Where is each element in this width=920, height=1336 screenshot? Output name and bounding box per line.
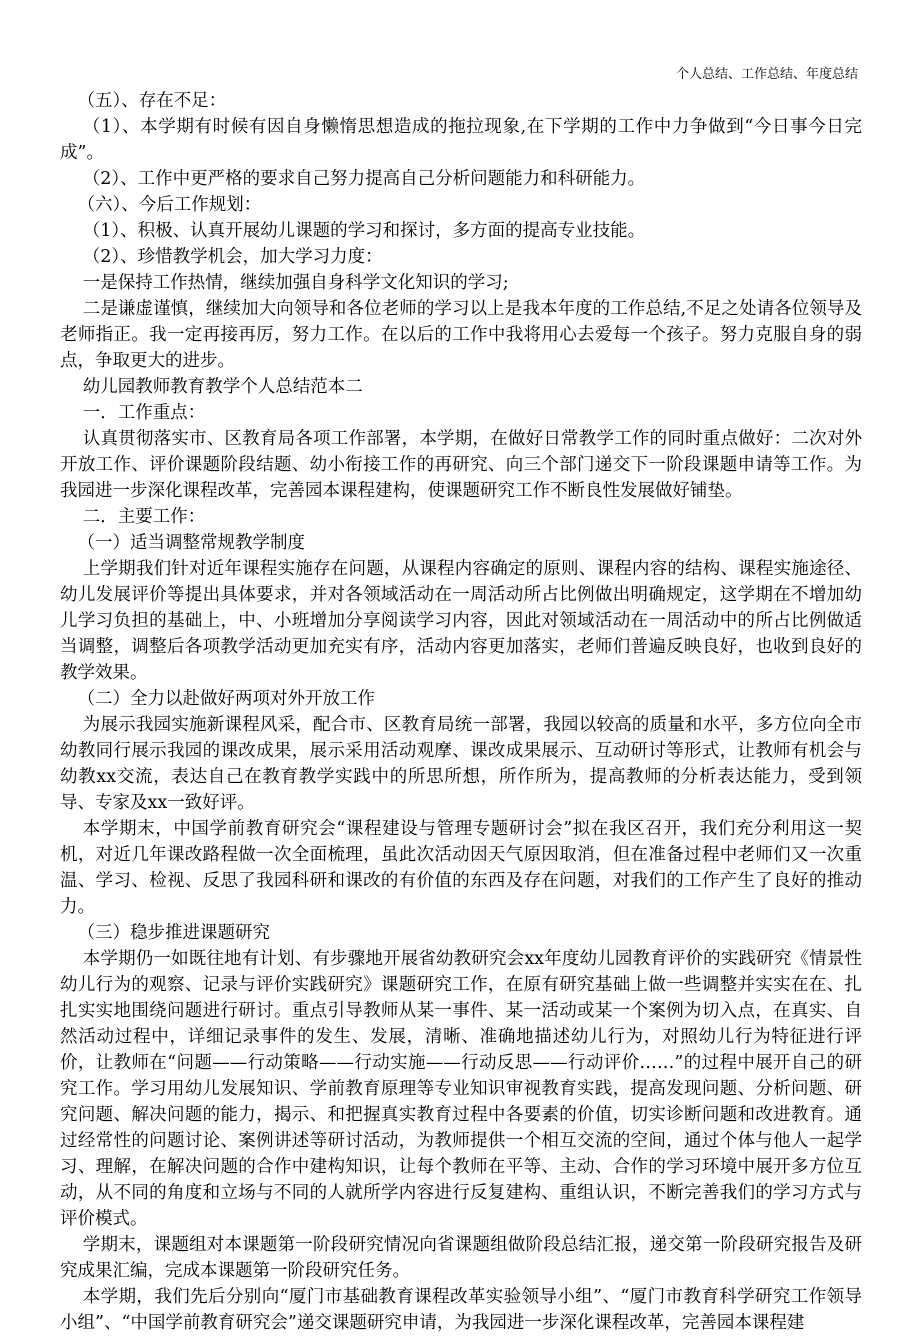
page-header: 个人总结、工作总结、年度总结 <box>675 67 858 82</box>
paragraph: （一）适当调整常规教学制度 <box>77 533 305 553</box>
paragraph: （1）、积极、认真开展幼儿课题的学习和探讨，多方面的提高专业技能。 <box>82 221 646 241</box>
paragraph: 本学期末，中国学前教育研究会“课程建设与管理专题研讨会”拟在我区召开，我们充分利用这一契机，对近几年课改路程做一次全面梳理，虽此次活动因天气原因取消，但在准备过程中老师们又一次重温、学习、检视、反思了我园科研和课改的有价值的东西及存在问题，对我们的工作产生了良好的推动力。 <box>60 819 862 917</box>
paragraph: 一是保持工作热情，继续加强自身科学文化知识的学习; <box>82 273 509 293</box>
paragraph: （2）、工作中更严格的要求自己努力提高自己分析问题能力和科研能力。 <box>82 169 646 189</box>
document-body <box>60 88 862 1336</box>
paragraph: 本学期仍一如既往地有计划、有步骤地开展省幼教研究会xx年度幼儿园教育评价的实践研究《情景性幼儿行为的观察、记录与评价实践研究》课题研究工作，在原有研究基础上做一些调整并实实在在、扎扎实实地围绕问题进行研讨。重点引导教师从某一事件、某一活动或某一个案例为切入点，在真实、自然活动过程中，详细记录事件的发生、发展，清晰、准确地描述幼儿行为，对照幼儿行为特征进行评价，让教师在“问题——行动策略——行动实施——行动反思——行动评价……”的过程中展开自己的研究工作。学习用幼儿发展知识、学前教育原理等专业知识审视教育实践，提高发现问题、分析问题、研究问题、解决问题的能力，揭示、和把握真实教育过程中各要素的价值，切实诊断问题和改进教育。通过经常性的问题讨论、案例讲述等研讨活动，为教师提供一个相互交流的空间，通过个体与他人一起学习、理解，在解决问题的合作中建构知识，让每个教师在平等、主动、合作的学习环境中展开多方位互动，从不同的角度和立场与不同的人就所学内容进行反复建构、重组认识，不断完善我们的学习方式与评价模式。 <box>60 949 862 1229</box>
paragraph: 上学期我们针对近年课程实施存在问题，从课程内容确定的原则、课程内容的结构、课程实施途径、幼儿发展评价等提出具体要求，并对各领域活动在一周活动所占比例做出明确规定，这学期在不增加幼儿学习负担的基础上，中、小班增加分享阅读学习内容，因此对领域活动在一周活动中的所占比例做适当调整，调整后各项教学活动更加充实有序，活动内容更加落实，老师们普遍反映良好，也收到良好的教学效果。 <box>60 559 862 683</box>
paragraph: 一．工作重点： <box>82 403 206 423</box>
paragraph: 本学期，我们先后分别向“厦门市基础教育课程改革实验领导小组”、“厦门市教育科学研究工作领导小组”、“中国学前教育研究会”递交课题研究申请，为我园进一步深化课程改革，完善园本课程建 <box>60 1287 862 1333</box>
paragraph: （2）、珍惜教学机会，加大学习力度： <box>82 247 383 267</box>
paragraph: 幼儿园教师教育教学个人总结范本二 <box>82 377 363 397</box>
paragraph: 学期末，课题组对本课题第一阶段研究情况向省课题组做阶段总结汇报，递交第一阶段研究报告及研究成果汇编，完成本课题第一阶段研究任务。 <box>60 1235 862 1281</box>
paragraph: （二）全力以赴做好两项对外开放工作 <box>77 689 375 709</box>
paragraph: （三）稳步推进课题研究 <box>77 923 270 943</box>
paragraph: （1）、本学期有时候有因自身懒惰思想造成的拖拉现象,在下学期的工作中力争做到“今日事今日完成”。 <box>60 117 862 163</box>
paragraph: 为展示我园实施新课程风采，配合市、区教育局统一部署，我园以较高的质量和水平，多方位向全市幼教同行展示我园的课改成果，展示采用活动观摩、课改成果展示、互动研讨等形式，让教师有机会与幼教xx交流，表达自己在教育教学实践中的所思所想，所作所为，提高教师的分析表达能力，受到领导、专家及xx一致好评。 <box>60 715 862 813</box>
paragraph: 二．主要工作： <box>82 507 206 527</box>
paragraph: （六）、今后工作规划： <box>77 195 262 215</box>
paragraph: 二是谦虚谨慎，继续加大向领导和各位老师的学习以上是我本年度的工作总结,不足之处请各位领导及老师指正。我一定再接再厉，努力工作。在以后的工作中我将用心去爱每一个孩子。努力克服自身的弱点，争取更大的进步。 <box>60 299 862 371</box>
paragraph: 认真贯彻落实市、区教育局各项工作部署，本学期，在做好日常教学工作的同时重点做好：二次对外开放工作、评价课题阶段结题、幼小衔接工作的再研究、向三个部门递交下一阶段课题申请等工作。为我园进一步深化课程改革，完善园本课程建构，使课题研究工作不断良性发展做好铺垫。 <box>60 429 862 501</box>
paragraph: （五）、存在不足： <box>77 91 227 111</box>
